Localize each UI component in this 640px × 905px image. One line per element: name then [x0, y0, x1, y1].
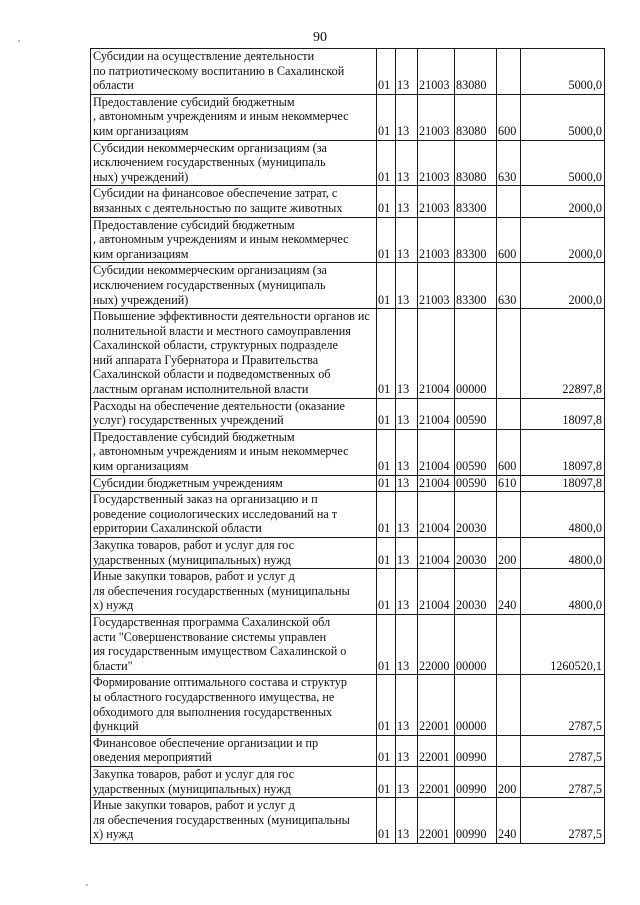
table-row [91, 538, 605, 569]
amount: 4800,0 [521, 538, 605, 569]
table-row [91, 94, 605, 140]
amount: 5000,0 [521, 49, 605, 95]
row-description [91, 186, 377, 217]
description-line: Иные закупки товаров, работ и услуг д [93, 798, 295, 813]
direction-code: 00590 [455, 429, 497, 475]
description-line: Субсидии некоммерческим организациям (за [93, 263, 327, 278]
program-code: 22000 [418, 614, 455, 674]
amount: 4800,0 [521, 492, 605, 538]
description-line: ким организациям [93, 123, 189, 138]
direction-code: 00990 [455, 766, 497, 797]
expense-type-code: 240 [497, 569, 521, 615]
program-code: 21003 [418, 49, 455, 95]
table-row [91, 263, 605, 309]
table-row [91, 309, 605, 399]
table-row [91, 140, 605, 186]
description-line: обходимого для выполнения государственных функций [93, 704, 333, 734]
description-line: ластным органам исполнительной власти [93, 382, 309, 397]
program-code: 21003 [418, 94, 455, 140]
description-line: Закупка товаров, работ и услуг для гос [93, 766, 295, 781]
expense-type-code [497, 398, 521, 429]
section-code: 01 [377, 217, 396, 263]
description-line: Предоставление субсидий бюджетным [93, 94, 295, 109]
section-code: 01 [377, 263, 396, 309]
section-code: 01 [377, 766, 396, 797]
direction-code: 00000 [455, 614, 497, 674]
description-line: ерритории Сахалинской области [93, 521, 262, 536]
table-row [91, 492, 605, 538]
amount: 5000,0 [521, 140, 605, 186]
direction-code: 83300 [455, 217, 497, 263]
subsection-code: 13 [396, 675, 418, 735]
subsection-code: 13 [396, 94, 418, 140]
program-code: 21003 [418, 140, 455, 186]
program-code: 22001 [418, 798, 455, 844]
amount: 5000,0 [521, 94, 605, 140]
program-code: 21004 [418, 538, 455, 569]
description-line: Финансовое обеспечение организации и пр [93, 735, 319, 750]
row-description [91, 475, 377, 492]
expense-type-code [497, 675, 521, 735]
direction-code: 00590 [455, 398, 497, 429]
amount: 2787,5 [521, 798, 605, 844]
description-line: роведение социологических исследований на т [93, 506, 338, 521]
row-description [91, 140, 377, 186]
section-code: 01 [377, 429, 396, 475]
description-line: бласти" [93, 658, 133, 673]
direction-code: 83300 [455, 186, 497, 217]
row-description [91, 217, 377, 263]
description-line: Государственный заказ на организацию и п [93, 492, 318, 507]
table-row [91, 798, 605, 844]
program-code: 22001 [418, 675, 455, 735]
subsection-code: 13 [396, 538, 418, 569]
program-code: 21004 [418, 492, 455, 538]
table-row [91, 766, 605, 797]
subsection-code: 13 [396, 49, 418, 95]
description-line: ных) учреждений) [93, 169, 189, 184]
section-code: 01 [377, 538, 396, 569]
description-line: Закупка товаров, работ и услуг для гос [93, 538, 295, 552]
expense-type-code: 600 [497, 94, 521, 140]
row-description [91, 309, 377, 399]
amount: 4800,0 [521, 569, 605, 615]
program-code: 21004 [418, 569, 455, 615]
row-description [91, 429, 377, 475]
row-description [91, 492, 377, 538]
description-line: ким организациям [93, 246, 189, 261]
description-line: Государственная программа Сахалинской обл [93, 614, 331, 629]
section-code: 01 [377, 614, 396, 674]
budget-table [90, 48, 605, 844]
amount: 2787,5 [521, 735, 605, 766]
expense-type-code: 630 [497, 263, 521, 309]
table-row [91, 217, 605, 263]
description-line: Субсидии на осуществление деятельности [93, 49, 315, 63]
program-code: 21004 [418, 429, 455, 475]
description-line: ля обеспечения государственных (муниципальны [93, 812, 350, 827]
program-code: 22001 [418, 735, 455, 766]
row-description [91, 49, 377, 95]
section-code: 01 [377, 49, 396, 95]
expense-type-code [497, 309, 521, 399]
description-line: полнительной власти и местного самоуправления [93, 323, 351, 338]
program-code: 21004 [418, 398, 455, 429]
description-line: Иные закупки товаров, работ и услуг д [93, 569, 295, 584]
row-description [91, 735, 377, 766]
expense-type-code [497, 614, 521, 674]
direction-code: 00000 [455, 675, 497, 735]
scan-speck [18, 40, 20, 42]
direction-code: 83300 [455, 263, 497, 309]
row-description [91, 766, 377, 797]
description-line: исключением государственных (муниципаль [93, 155, 326, 170]
expense-type-code [497, 735, 521, 766]
expense-type-code: 200 [497, 766, 521, 797]
description-line: ля обеспечения государственных (муниципальны [93, 583, 350, 598]
program-code: 21003 [418, 263, 455, 309]
row-description [91, 263, 377, 309]
table-row [91, 614, 605, 674]
table-body [91, 49, 605, 844]
description-line: Субсидии некоммерческим организациям (за [93, 140, 327, 155]
row-description [91, 94, 377, 140]
direction-code: 00000 [455, 309, 497, 399]
amount: 22897,8 [521, 309, 605, 399]
subsection-code: 13 [396, 186, 418, 217]
program-code: 21003 [418, 186, 455, 217]
row-description [91, 675, 377, 735]
subsection-code: 13 [396, 398, 418, 429]
program-code: 21004 [418, 475, 455, 492]
program-code: 22001 [418, 766, 455, 797]
subsection-code: 13 [396, 263, 418, 309]
section-code: 01 [377, 492, 396, 538]
row-description [91, 398, 377, 429]
description-line: по патриотическому воспитанию в Сахалинской [93, 63, 345, 78]
table-row [91, 398, 605, 429]
expense-type-code [497, 49, 521, 95]
description-line: ким организациям [93, 459, 189, 474]
amount: 2000,0 [521, 217, 605, 263]
subsection-code: 13 [396, 429, 418, 475]
table-row [91, 49, 605, 95]
direction-code: 00590 [455, 475, 497, 492]
section-code: 01 [377, 569, 396, 615]
description-line: ний аппарата Губернатора и Правительства [93, 352, 319, 367]
description-line: вязанных с деятельностью по защите животных [93, 200, 343, 215]
description-line: Предоставление субсидий бюджетным [93, 217, 295, 232]
description-line: оведения мероприятий [93, 750, 212, 765]
table-row [91, 735, 605, 766]
description-line: ных) учреждений) [93, 292, 189, 307]
subsection-code: 13 [396, 140, 418, 186]
direction-code: 83080 [455, 140, 497, 186]
expense-type-code: 600 [497, 217, 521, 263]
direction-code: 83080 [455, 94, 497, 140]
description-line: х) нужд [93, 598, 134, 613]
description-line: х) нужд [93, 827, 134, 842]
row-description [91, 614, 377, 674]
subsection-code: 13 [396, 309, 418, 399]
description-line: Формирование оптимального состава и структур [93, 675, 348, 690]
subsection-code: 13 [396, 735, 418, 766]
subsection-code: 13 [396, 766, 418, 797]
description-line: Сахалинской области и подведомственных об [93, 367, 331, 382]
description-line: ударственных (муниципальных) нужд [93, 781, 291, 796]
scan-speck [86, 884, 88, 886]
direction-code: 20030 [455, 492, 497, 538]
row-description [91, 569, 377, 615]
description-line: , автономным учреждениям и иным некоммерчес [93, 232, 349, 247]
expense-type-code: 240 [497, 798, 521, 844]
direction-code: 83080 [455, 49, 497, 95]
description-line: услуг) государственных учреждений [93, 413, 284, 428]
description-line: ия государственным имуществом Сахалинской о [93, 644, 347, 659]
table-row [91, 186, 605, 217]
amount: 1260520,1 [521, 614, 605, 674]
section-code: 01 [377, 735, 396, 766]
page-number: 90 [313, 30, 327, 45]
expense-type-code [497, 492, 521, 538]
direction-code: 20030 [455, 538, 497, 569]
amount: 18097,8 [521, 398, 605, 429]
description-line: асти "Совершенствование системы управлен [93, 629, 327, 644]
row-description [91, 798, 377, 844]
amount: 2787,5 [521, 766, 605, 797]
table-row [91, 429, 605, 475]
section-code: 01 [377, 140, 396, 186]
subsection-code: 13 [396, 614, 418, 674]
amount: 2000,0 [521, 263, 605, 309]
direction-code: 20030 [455, 569, 497, 615]
row-description [91, 538, 377, 569]
program-code: 21004 [418, 309, 455, 399]
section-code: 01 [377, 675, 396, 735]
expense-type-code: 200 [497, 538, 521, 569]
description-line: Субсидии на финансовое обеспечение затрат, с [93, 186, 338, 201]
subsection-code: 13 [396, 475, 418, 492]
subsection-code: 13 [396, 492, 418, 538]
program-code: 21003 [418, 217, 455, 263]
section-code: 01 [377, 398, 396, 429]
amount: 18097,8 [521, 475, 605, 492]
table-row [91, 475, 605, 492]
direction-code: 00990 [455, 798, 497, 844]
section-code: 01 [377, 475, 396, 492]
description-line: Сахалинской области, структурных подразделе [93, 338, 338, 353]
description-line: Расходы на обеспечение деятельности (оказание [93, 398, 345, 413]
amount: 2000,0 [521, 186, 605, 217]
description-line: Предоставление субсидий бюджетным [93, 429, 295, 444]
section-code: 01 [377, 309, 396, 399]
expense-type-code [497, 186, 521, 217]
expense-type-code: 600 [497, 429, 521, 475]
subsection-code: 13 [396, 798, 418, 844]
description-line: ы областного государственного имущества, не [93, 689, 335, 704]
expense-type-code: 630 [497, 140, 521, 186]
section-code: 01 [377, 94, 396, 140]
amount: 2787,5 [521, 675, 605, 735]
description-line: исключением государственных (муниципаль [93, 277, 326, 292]
table-row [91, 569, 605, 615]
description-line: Повышение эффективности деятельности органов ис [93, 309, 370, 324]
description-line: ударственных (муниципальных) нужд [93, 552, 291, 567]
description-line: области [93, 78, 134, 93]
description-line: Субсидии бюджетным учреждениям [93, 475, 283, 490]
subsection-code: 13 [396, 217, 418, 263]
table-row [91, 675, 605, 735]
description-line: , автономным учреждениям и иным некоммерчес [93, 444, 349, 459]
section-code: 01 [377, 798, 396, 844]
description-line: , автономным учреждениям и иным некоммерчес [93, 109, 349, 124]
direction-code: 00990 [455, 735, 497, 766]
amount: 18097,8 [521, 429, 605, 475]
section-code: 01 [377, 186, 396, 217]
subsection-code: 13 [396, 569, 418, 615]
expense-type-code: 610 [497, 475, 521, 492]
